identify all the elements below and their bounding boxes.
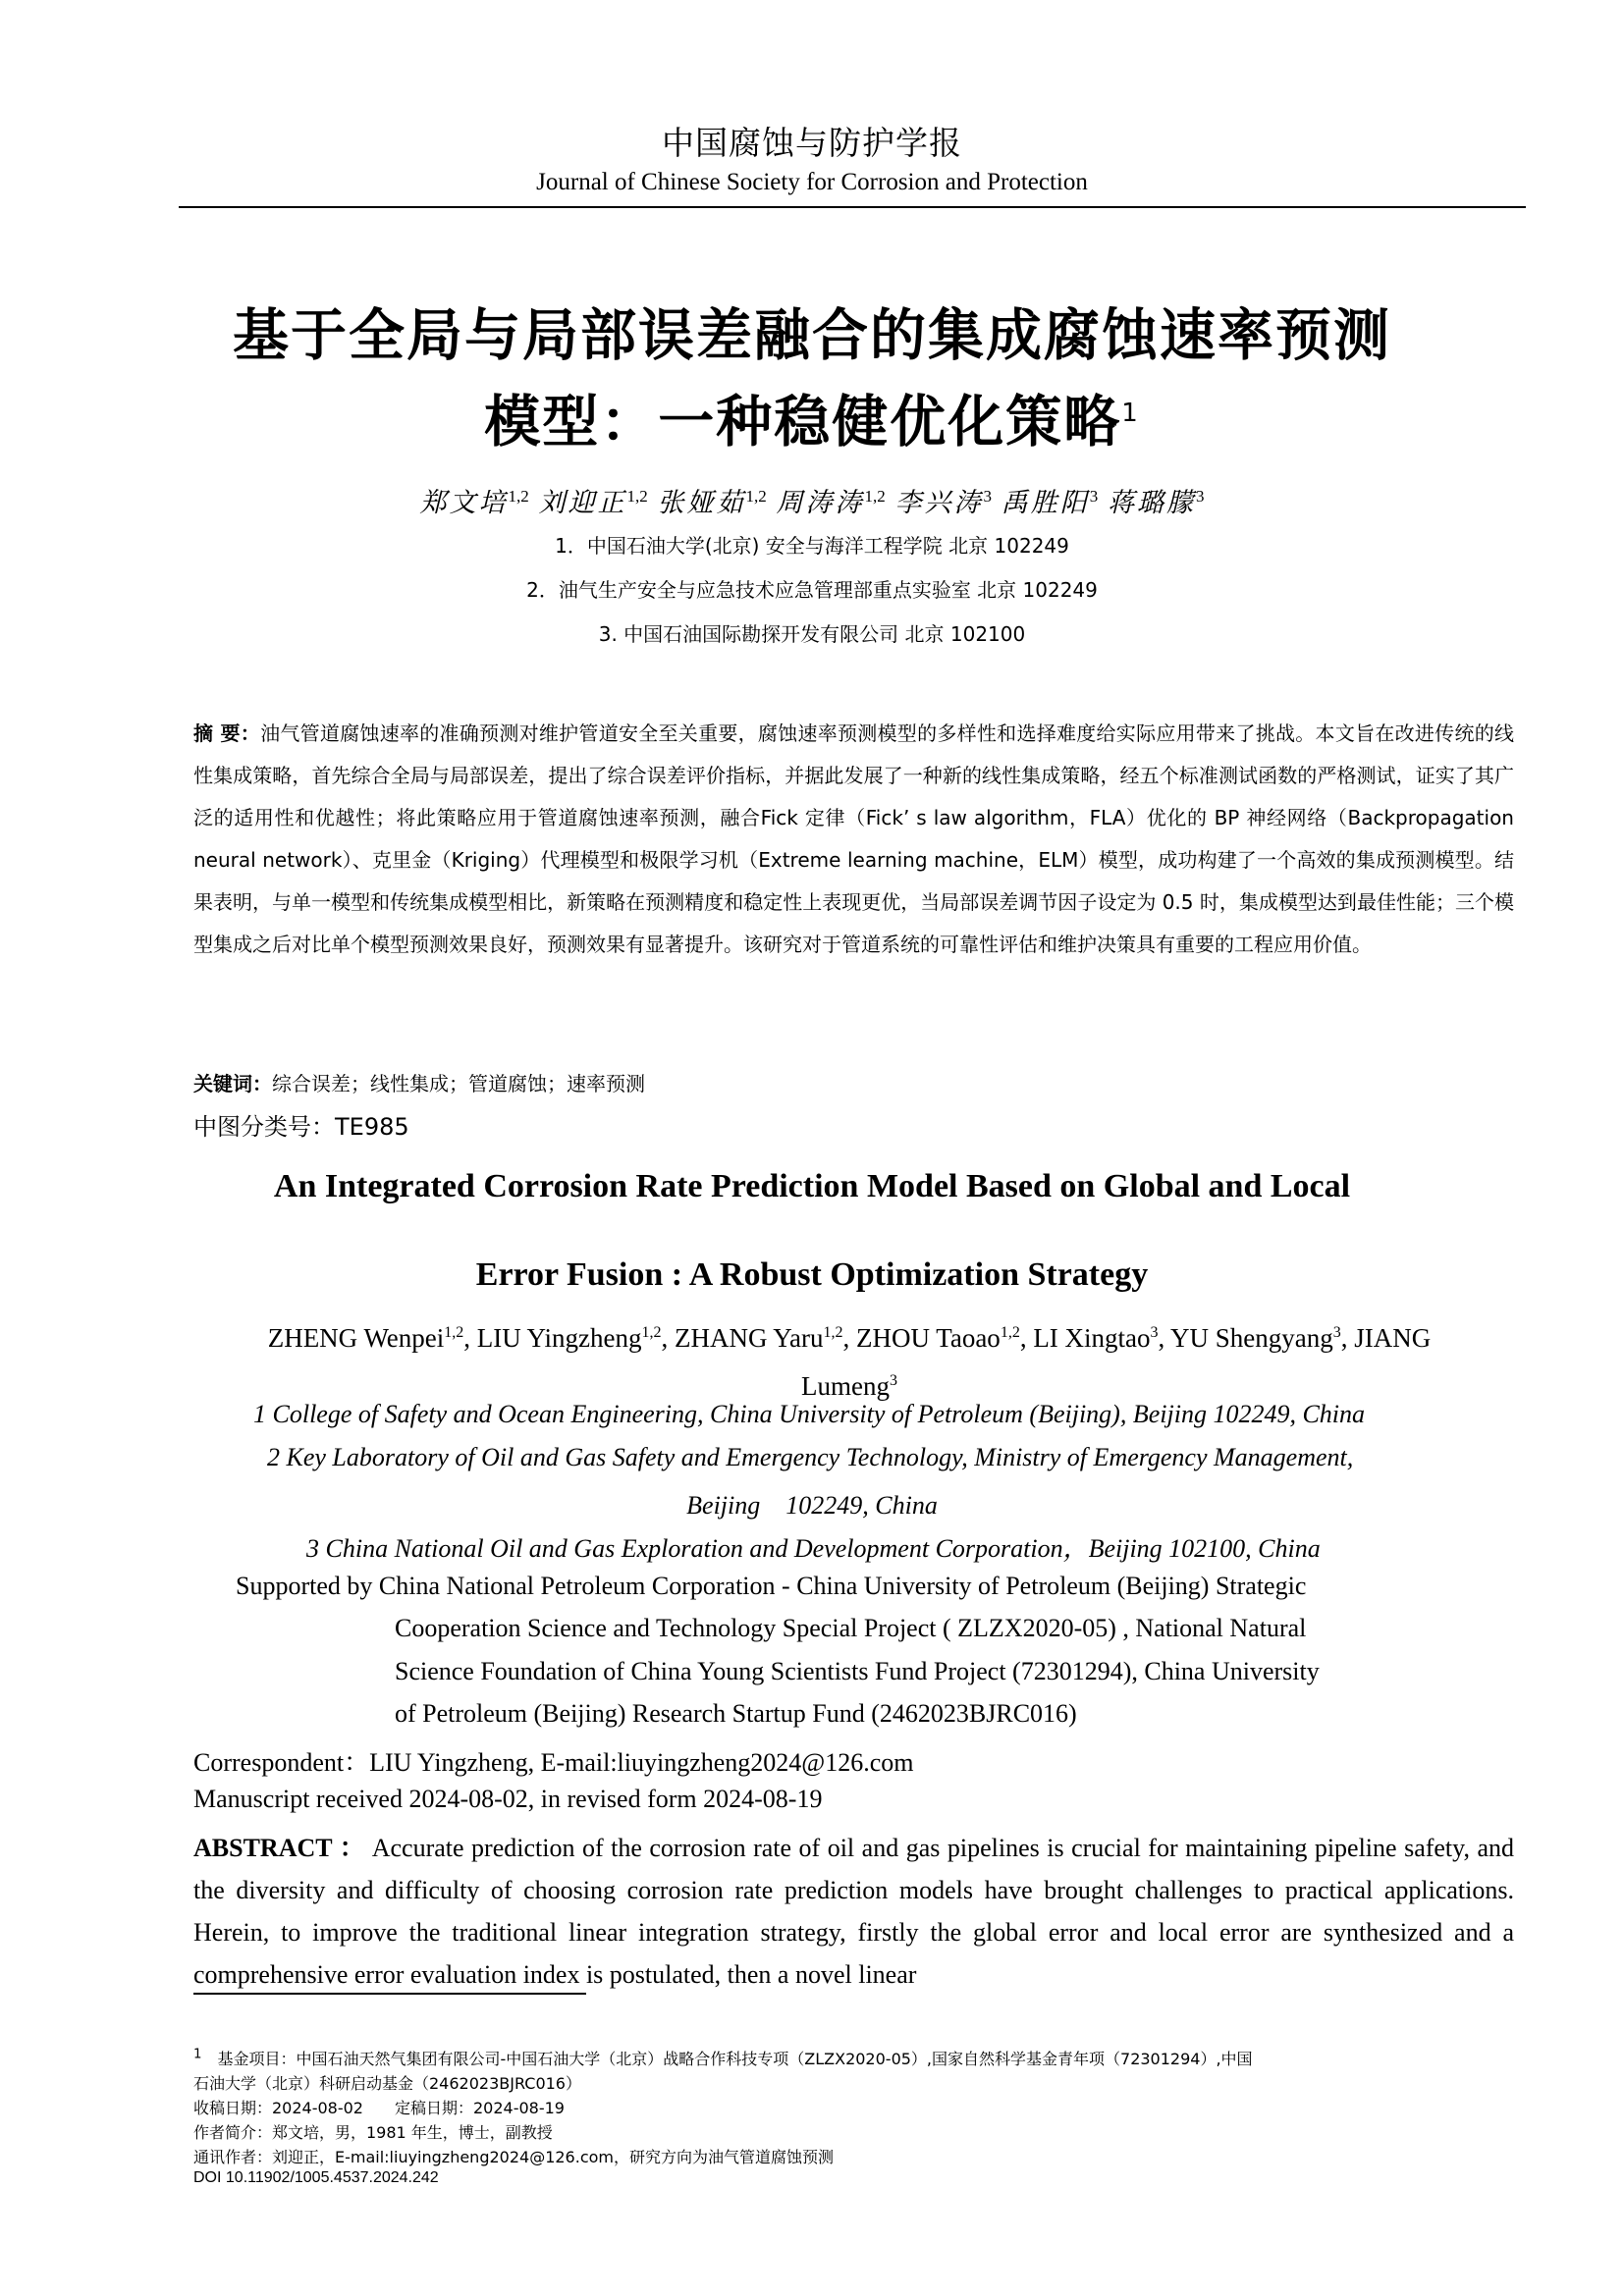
affiliation-en-2: 2 Key Laboratory of Oil and Gas Safety and Emergency Technology, Ministry of Emergency Management, — [267, 1443, 1354, 1471]
author-cn: 郑文培$^{1,2}$ — [419, 487, 529, 517]
title-cn-line-1: 基于全局与局部误差融合的集成腐蚀速率预测 — [233, 303, 1391, 368]
abstract-en-text: Accurate prediction of the corrosion rate of oil and gas pipelines is crucial for maintaining pipeline safety, and the diversity and difficulty of choosing corrosion rate prediction models have brought challenges to practical applications. Herein, to improve the traditional linear integration strategy, firstly the global error and local error are synthesized and a comprehensive error evaluation index is postulated, then a novel linear — [193, 1834, 1515, 1989]
header-divider — [179, 206, 1526, 208]
title-en-line-1: An Integrated Corrosion Rate Prediction Model Based on Global and Local — [273, 1168, 1351, 1204]
author-list-cn — [0, 481, 1624, 519]
affiliation-cn: 3. 中国石油国际勘探开发有限公司 北京 102100 — [598, 622, 1026, 646]
author-list-en: ZHENG Wenpei$^{1,2}$, LIU Yingzheng$^{1,2}$, ZHANG Yaru$^{1,2}$, ZHOU Taoao$^{1,2}$, LI Xingtao$^3$, YU Shengyang$^3$, JIANG Lumeng$^3$ — [267, 1323, 1432, 1401]
abstract-cn-text: 油气管道腐蚀速率的准确预测对维护管道安全至关重要，腐蚀速率预测模型的多样性和选择难度给实际应用带来了挑战。本文旨在改进传统的线性集成策略，首先综合全局与局部误差，提出了综合误差评价指标，并据此发展了一种新的线性集成策略，经五个标准测试函数的严格测试，证实了其广泛的适用性和优越性；将此策略应用于管道腐蚀速率预测，融合Fick 定律（Fick’ s law algorithm，FLA）优化的 BP 神经网络（Backpropagation neural network）、克里金（Kriging）代理模型和极限学习机（Extreme learning machine，ELM）模型，成功构建了一个高效的集成预测模型。结果表明，与单一模型和传统集成模型相比，新策略在预测精度和稳定性上表现更优，当局部误差调节因子设定为 0.5 时，集成模型达到最佳性能；三个模型集成之后对比单个模型预测效果良好，预测效果有显著提升。该研究对于管道系统的可靠性评估和维护决策具有重要的工程应用价值。 — [193, 721, 1514, 956]
author-en: LIU Yingzheng$^{1,2}$ — [476, 1323, 662, 1353]
affiliation-cn: 2．油气生产安全与应急技术应急管理部重点实验室 北京 102249 — [526, 578, 1098, 602]
footnote-received: 收稿日期：2024-08-02 定稿日期：2024-08-19 — [193, 2099, 565, 2117]
keywords-cn — [193, 1068, 645, 1096]
author-cn: 禹胜阳$^3$ — [1001, 487, 1099, 517]
affiliation-cn: 1．中国石油大学(北京) 安全与海洋工程学院 北京 102249 — [555, 534, 1069, 558]
funding-line: of Petroleum (Beijing) Research Startup Fund (2462023BJRC016) — [395, 1699, 1077, 1728]
author-en: ZHANG Yaru$^{1,2}$ — [674, 1323, 843, 1353]
abstract-en — [193, 1827, 1514, 1996]
abstract-cn-label: 摘 要： — [193, 721, 261, 745]
footnote-author-bio: 作者简介：郑文培，男，1981 年生，博士，副教授 — [193, 2123, 553, 2142]
manuscript-dates: Manuscript received 2024-08-02, in revised form 2024-08-19 — [193, 1785, 823, 1813]
author-en: YU Shengyang$^3$ — [1170, 1323, 1341, 1353]
funding-line: Science Foundation of China Young Scientists Fund Project (72301294), China University — [395, 1657, 1320, 1685]
author-en: ZHENG Wenpei$^{1,2}$ — [267, 1323, 464, 1353]
author-en: ZHOU Taoao$^{1,2}$ — [855, 1323, 1020, 1353]
author-cn: 李兴涛$^3$ — [894, 487, 992, 517]
funding-line: Cooperation Science and Technology Special Project ( ZLZX2020-05) , National Natural — [395, 1614, 1307, 1642]
title-en-line-2: Error Fusion : A Robust Optimization Strategy — [475, 1256, 1149, 1293]
clc-number: 中图分类号：TE985 — [193, 1113, 409, 1141]
funding-line: Supported by China National Petroleum Corporation - China University of Petroleum (Beijing) Strategic — [236, 1572, 1307, 1600]
author-cn: 周涛涛$^{1,2}$ — [776, 487, 886, 517]
author-en: LI Xingtao$^3$ — [1033, 1323, 1159, 1353]
author-cn: 张娅茹$^{1,2}$ — [657, 487, 767, 517]
author-cn: 刘迎正$^{1,2}$ — [538, 487, 648, 517]
title-cn-line-2 — [118, 377, 1506, 457]
keywords-cn-text: 综合误差；线性集成；管道腐蚀；速率预测 — [272, 1072, 645, 1095]
affiliation-en-2-cont: Beijing 102249, China — [686, 1491, 938, 1520]
author-en: JIANG Lumeng$^3$ — [801, 1323, 1432, 1401]
footnote-divider — [193, 1993, 586, 1995]
footnote-doi: DOI 10.11902/1005.4537.2024.242 — [193, 2169, 439, 2186]
affiliation-en-3: 3 China National Oil and Gas Exploration and Development Corporation，Beijing 102100, China — [306, 1534, 1321, 1563]
footnote-funding: $^1$ 基金项目：中国石油天然气集团有限公司-中国石油大学（北京）战略合作科技专项（ZLZX2020-05）,国家自然科学基金青年项（72301294）,中国 — [193, 2047, 1253, 2068]
journal-name-en: Journal of Chinese Society for Corrosion and Protection — [536, 169, 1088, 195]
author-cn: 蒋璐朦$^3$ — [1108, 487, 1205, 517]
affiliation-en-1: 1 College of Safety and Ocean Engineering, China University of Petroleum (Beijing), Beijing 102249, China — [253, 1400, 1366, 1428]
footnote-funding-cont: 石油大学（北京）科研启动基金（2462023BJRC016） — [193, 2074, 581, 2093]
footnote-corresponding: 通讯作者：刘迎正，E-mail:liuyingzheng2024@126.com，研究方向为油气管道腐蚀预测 — [193, 2148, 834, 2166]
title-footnote-mark: 1 — [1121, 399, 1140, 428]
footnote-mark: 1 — [193, 2047, 202, 2062]
title-cn-text: 模型：一种稳健优化策略 — [484, 390, 1122, 454]
journal-name-cn: 中国腐蚀与防护学报 — [662, 127, 962, 162]
correspondent: Correspondent：LIU Yingzheng, E-mail:liuyingzheng2024@126.com — [193, 1748, 914, 1777]
abstract-cn — [193, 713, 1514, 966]
abstract-en-label: ABSTRACT ： — [193, 1834, 366, 1862]
keywords-cn-label: 关键词： — [193, 1072, 272, 1095]
